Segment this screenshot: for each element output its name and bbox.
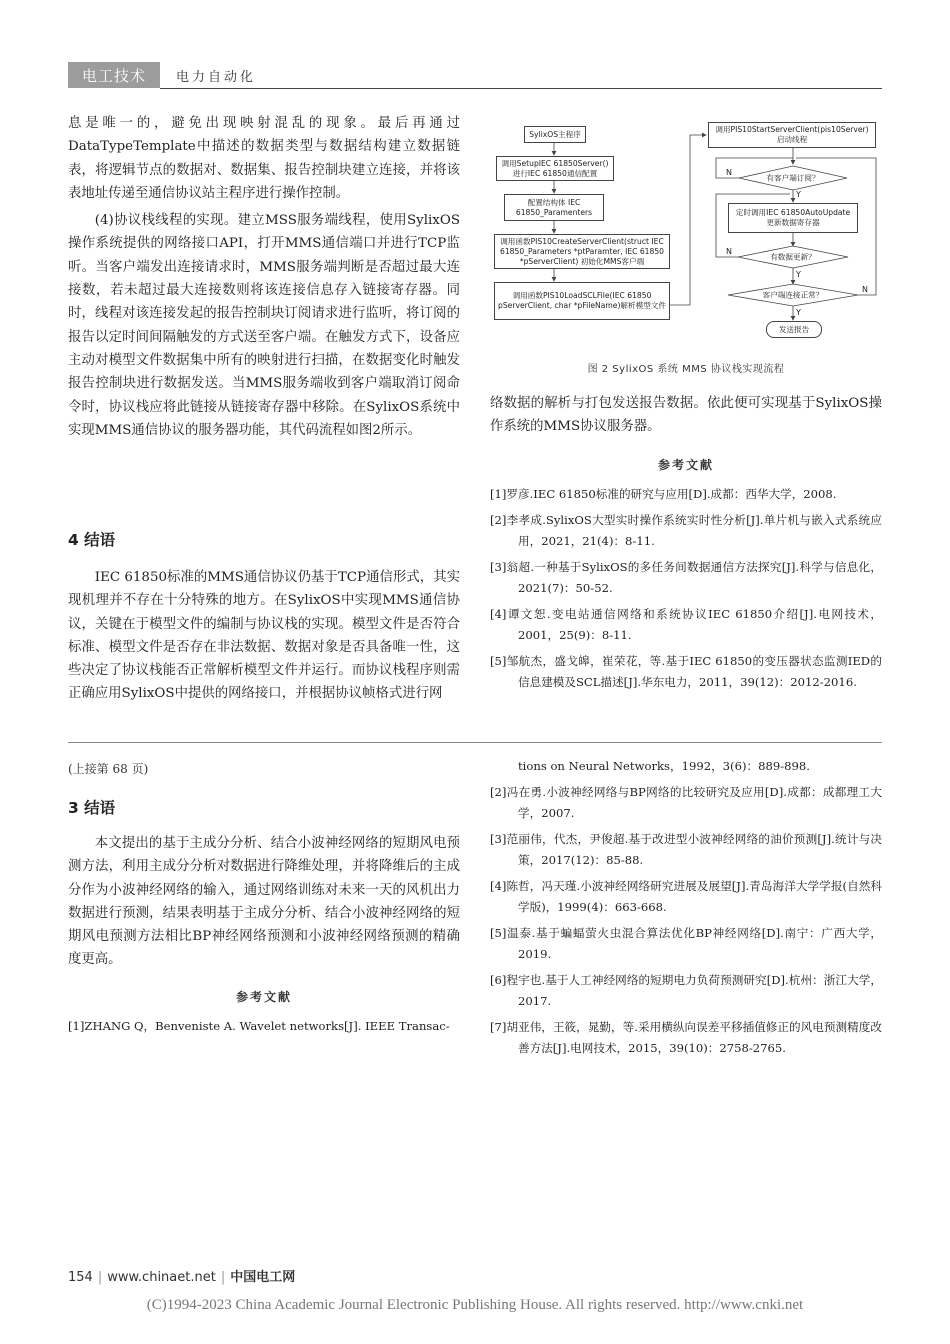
paragraph: 本文提出的基于主成分分析、结合小波神经网络的短期风电预测方法，利用主成分分析对数据进行降维处理，并将降维后的主成分作为小波神经网络的输入，通过网络训练对未来一天的风机出力数据进行预测，结果表明基于主成分分析、结合小波神经网络的短期风电预测方法相比BP神经网络预测和小波神经网络预测的精确度更高。 bbox=[68, 836, 460, 968]
journal-name: 电工技术 bbox=[68, 62, 160, 88]
flow-box-update: 定时调用IEC 61850AutoUpdate 更新数据寄存器 bbox=[728, 203, 858, 233]
reference-item: [6]程宇也.基于人工神经网络的短期电力负荷预测研究[D].杭州：浙江大学，2017. bbox=[490, 972, 882, 1008]
flow-box-start: 调用PIS10StartServerClient(pis10Server) 启动线程 bbox=[708, 122, 876, 148]
top-right-column bbox=[490, 392, 882, 439]
decision-client-subscribe: 有客户端订阅？ bbox=[766, 173, 820, 183]
reference-item: [5]温泰.基于蝙蝠萤火虫混合算法优化BP神经网络[D].南宁：广西大学，2019. bbox=[490, 925, 882, 961]
figure-caption: 图 2 SylixOS 系统 MMS 协议栈实现流程 bbox=[587, 364, 785, 375]
conclusion-block bbox=[68, 566, 460, 706]
flow-box-config: 配置结构体 IEC 61850_Paramenters bbox=[504, 194, 604, 221]
header-rule bbox=[160, 88, 882, 89]
reference-item: [4]谭文恕.变电站通信网络和系统协议IEC 61850介绍[J].电网技术，2001，25(9)：8-11. bbox=[490, 606, 882, 642]
tag-no: N bbox=[726, 168, 732, 177]
decision-data-update: 有数据更新？ bbox=[770, 252, 816, 262]
reference-item: [5]邹航杰，盛戈皞，崔荣花，等.基于IEC 61850的变压器状态监测IED的信息建模及SCL描述[J].华东电力，2011，39(12)：2012-2016. bbox=[490, 653, 882, 689]
references-list bbox=[490, 484, 882, 698]
paragraph: (4)协议栈线程的实现。建立MSS服务端线程，使用SylixOS操作系统提供的网络接口API，打开MMS通信端口并进行TCP监听。当客户端发出连接请求时，MMS服务端判断是否超过最大连接数，若未超过最大连接数则将该连接信息存入链接寄存器。同时，线程对该连接发起的报告控制块订阅请求进行监听，将订阅的报告以定时间间隔触发的方式送至客户端。在触发方式下，设备应主动对模型文件数据集中所有的映射进行扫描，在数据变化时触发报告控制块进行数据发送。当MMS服务端收到客户端取消订阅命令时，协议栈应将此链接从链接寄存器中移除。在SylixOS系统中实现MMS通信协议的服务器功能，其代码流程如图2所示。 bbox=[68, 213, 460, 438]
references-title: 参考文献 bbox=[657, 458, 714, 472]
references-title: 参考文献 bbox=[235, 990, 292, 1004]
tag-no: N bbox=[726, 247, 732, 256]
copyright-notice: (C)1994-2023 China Academic Journal Electronic Publishing House. All rights reserved. http://www.cnki.net bbox=[146, 1297, 804, 1313]
reference-item: [1]罗彦.IEC 61850标准的研究与应用[D].成都：西华大学，2008. bbox=[490, 487, 837, 501]
flowchart-figure bbox=[490, 118, 882, 350]
references-list bbox=[68, 1016, 460, 1042]
tag-yes: Y bbox=[796, 308, 801, 317]
tag-yes: Y bbox=[796, 190, 801, 199]
paragraph: 络数据的解析与打包发送报告数据。依此便可实现基于SylixOS操作系统的MMS协议服务器。 bbox=[490, 396, 882, 435]
reference-item: [1]ZHANG Q，Benveniste A. Wavelet networks[J]. IEEE Transac- bbox=[68, 1019, 450, 1033]
bottom-left-column bbox=[68, 832, 460, 972]
flow-box-create: 调用函数PIS10CreateServerClient(struct IEC 61850_Parameters *ptParamter, IEC 61850 *pServerClient) 初始化MMS客户端 bbox=[494, 234, 670, 269]
decision-connection-ok: 客户端连接正常？ bbox=[762, 290, 824, 300]
footer-site-link[interactable]: www.chinaet.net bbox=[107, 1270, 216, 1285]
article-divider bbox=[68, 742, 882, 743]
reference-item: [7]胡亚伟，王筱，晁勤，等.采用横纵向误差平移插值修正的风电预测精度改善方法[J].电网技术，2015，39(10)：2758-2765. bbox=[490, 1019, 882, 1055]
tag-yes: Y bbox=[796, 270, 801, 279]
page-footer: 154 | www.chinaet.net | 中国电工网 bbox=[68, 1270, 296, 1285]
section-name: 电力自动化 bbox=[176, 70, 257, 85]
section-heading: 4 结语 bbox=[68, 531, 116, 549]
references-list bbox=[490, 756, 882, 1064]
flow-box-main: SylixOS主程序 bbox=[524, 126, 586, 143]
paragraph: 息是唯一的，避免出现映射混乱的现象。最后再通过DataTypeTemplate中描述的数据类型与数据结构建立数据链表，将逻辑节点的数据对、数据集、报告控制块建立连接，并将该表地址传递至通信协议站主程序进行操作控制。 bbox=[68, 116, 460, 201]
reference-item: [4]陈哲，冯天瑾.小波神经网络研究进展及展望[J].青岛海洋大学学报(自然科学版)，1999(4)：663-668. bbox=[490, 878, 882, 914]
section-heading: 3 结语 bbox=[68, 799, 116, 817]
tag-no: N bbox=[862, 285, 868, 294]
reference-item: tions on Neural Networks，1992，3(6)：889-898. bbox=[518, 759, 810, 773]
top-left-column bbox=[68, 112, 460, 442]
footer-brand: 中国电工网 bbox=[230, 1270, 296, 1285]
reference-item: [3]翁超.一种基于SylixOS的多任务间数据通信方法探究[J].科学与信息化，2021(7)：50-52. bbox=[490, 559, 882, 595]
page-number: 154 bbox=[68, 1270, 93, 1285]
reference-item: [2]冯在勇.小波神经网络与BP网络的比较研究及应用[D].成都：成都理工大学，2007. bbox=[490, 784, 882, 820]
flow-box-send: 发送报告 bbox=[766, 321, 822, 338]
flow-box-setup: 调用SetupIEC 61850Server()进行IEC 61850通信配置 bbox=[496, 156, 614, 181]
paragraph: IEC 61850标准的MMS通信协议仍基于TCP通信形式，其实现机理并不存在十分特殊的地方。在SylixOS中实现MMS通信协议，关键在于模型文件的编制与协议栈的实现。模型文件是否符合标准、模型文件是否存在非法数据、数据对象是否具备唯一性，这些决定了协议栈能否正常解析模型文件并运行。而协议栈程序则需正确应用SylixOS中提供的网络接口，并根据协议帧格式进行网 bbox=[68, 570, 460, 702]
flow-box-load: 调用函数PIS10LoadSCLFile(IEC 61850 pServerClient, char *pFileName)解析模型文件 bbox=[494, 282, 670, 320]
reference-item: [2]李孝成.SylixOS大型实时操作系统实时性分析[J].单片机与嵌入式系统应用，2021，21(4)：8-11. bbox=[490, 512, 882, 548]
continued-note: (上接第 68 页) bbox=[68, 762, 149, 776]
reference-item: [3]范丽伟，代杰，尹俊超.基于改进型小波神经网络的油价预测[J].统计与决策，2017(12)：85-88. bbox=[490, 831, 882, 867]
